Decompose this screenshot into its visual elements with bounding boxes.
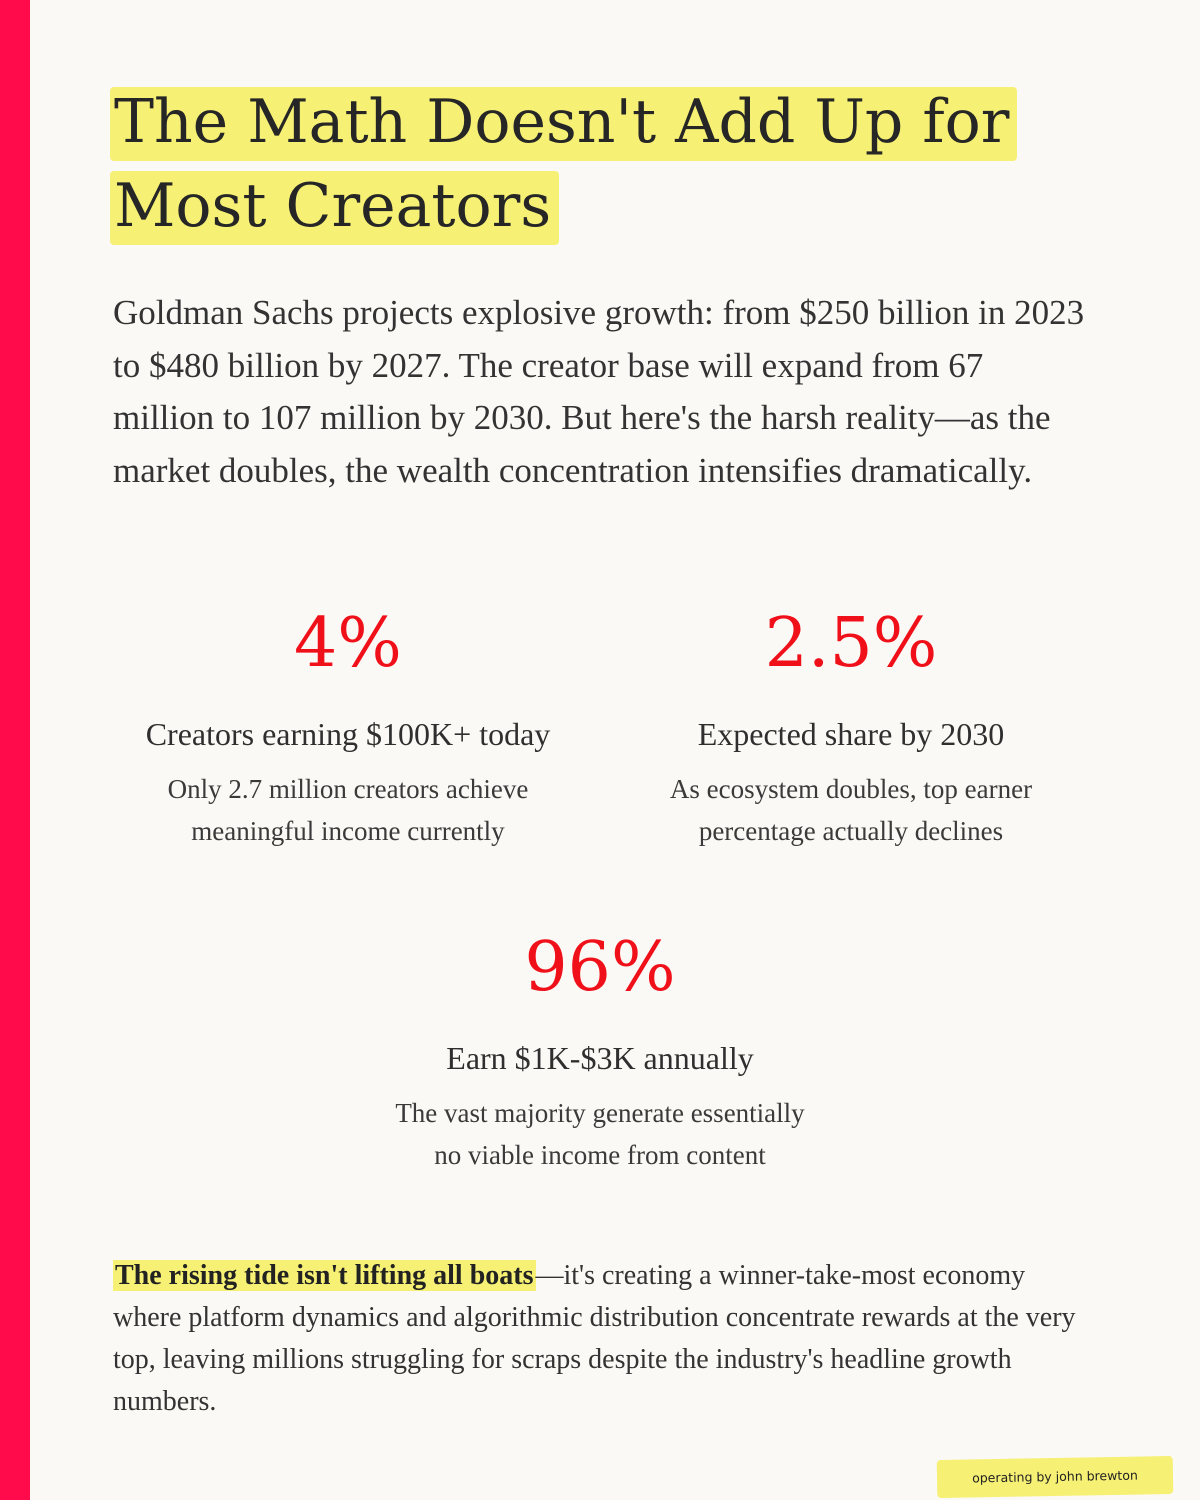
title-line-1: The Math Doesn't Add Up for [110, 87, 1017, 161]
conclusion-highlight: The rising tide isn't lifting all boats [115, 1260, 534, 1291]
stat-heading: Expected share by 2030 [697, 716, 1005, 752]
accent-bar [0, 0, 30, 1500]
stat-block-annual-earnings [350, 930, 850, 1176]
title-line-2: Most Creators [110, 171, 559, 245]
stat-description: The vast majority generate essentially no viable income from content [395, 1098, 805, 1170]
conclusion-text: —it's creating a winner-take-most economy where platform dynamics and algorithmic distribution concentrate rewards at the very top, leaving millions struggling for scraps despite the industry's headline growth numbers. [113, 1260, 1076, 1417]
stat-number: 2.5% [764, 604, 938, 683]
byline-badge: operating by john brewton [937, 1456, 1174, 1498]
stat-heading: Earn $1K-$3K annually [446, 1040, 754, 1076]
stat-description: Only 2.7 million creators achieve meaningful income currently [167, 774, 529, 846]
stat-block-creators-earning [98, 606, 598, 852]
page-title [110, 80, 1060, 248]
intro-paragraph: Goldman Sachs projects explosive growth: from $250 billion in 2023 to $480 billion by 2027. The creator base will expand from 67 million to 107 million by 2030. But here's the harsh reality—as the market doubles, the wealth concentration intensifies dramatically. [113, 293, 1085, 490]
stat-number: 96% [524, 928, 676, 1007]
stat-number: 4% [294, 604, 402, 683]
stat-description: As ecosystem doubles, top earner percentage actually declines [669, 774, 1033, 846]
stat-block-expected-share [600, 606, 1102, 852]
stat-heading: Creators earning $100K+ today [145, 716, 551, 752]
conclusion-paragraph [113, 1255, 1088, 1423]
